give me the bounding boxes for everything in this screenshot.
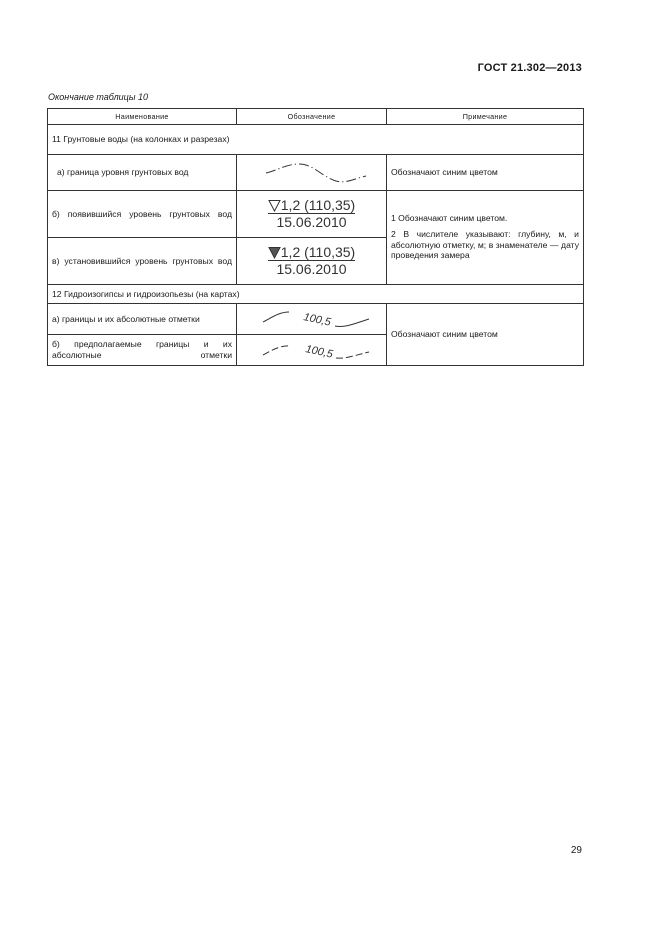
symbol-cell-11b (237, 191, 387, 238)
row-name-12a: а) границы и их абсолютные отметки (48, 304, 237, 335)
row-name-11c: в) установившийся уровень грунтовых вод (48, 238, 237, 285)
note-line-2: 2 В числителе указывают: глубину, м, и абсолютную отметку, м; в знаменателе — дату проведения замера (391, 228, 579, 261)
table-caption: Окончание таблицы 10 (48, 92, 148, 102)
level-fraction (268, 198, 355, 230)
symbol-cell-11a (237, 155, 387, 191)
symbol-cell-11c (237, 238, 387, 285)
row-name-11a: а) граница уровня грунтовых вод (48, 155, 237, 191)
row-name-12b: б) предполагаемые границы и их абсолютные отметки (48, 335, 237, 366)
level-numerator: 1,2 (110,35) (280, 196, 356, 213)
hollow-triangle-icon (268, 199, 281, 212)
dashed-wavy-line-icon (241, 156, 391, 190)
document-standard-header: ГОСТ 21.302—2013 (477, 62, 582, 74)
note-line-1: 1 Обозначают синим цветом. (391, 213, 508, 224)
section-title-12: 12 Гидроизогипсы и гидроизопьезы (на картах) (48, 285, 584, 304)
solid-wavy-line-icon (241, 304, 391, 334)
filled-triangle-icon (268, 246, 281, 259)
level-denominator: 15.06.2010 (276, 261, 347, 278)
column-header-name: Наименование (48, 109, 237, 125)
row-note-11a: Обозначают синим цветом (387, 155, 584, 191)
isoline-label: 100,5 (302, 311, 332, 329)
section-title-11: 11 Грунтовые воды (на колонках и разрезах) (48, 125, 584, 155)
row-name-11b: б) появившийся уровень грунтовых вод (48, 191, 237, 238)
column-header-symbol: Обозначение (237, 109, 387, 125)
table-header-row (48, 109, 584, 125)
row-note-11bc (387, 191, 584, 285)
level-numerator: 1,2 (110,35) (280, 243, 356, 260)
dashed-wavy-line-icon (241, 335, 391, 365)
row-note-12ab: Обозначают синим цветом (387, 304, 584, 366)
table-row (48, 191, 584, 238)
table-row (48, 304, 584, 335)
level-fraction (268, 245, 355, 277)
symbols-table (47, 108, 584, 366)
column-header-note: Примечание (387, 109, 584, 125)
table-row (48, 155, 584, 191)
section-row-12 (48, 285, 584, 304)
symbol-cell-12a (237, 304, 387, 335)
section-row-11 (48, 125, 584, 155)
symbol-cell-12b (237, 335, 387, 366)
page-number: 29 (570, 845, 582, 856)
level-denominator: 15.06.2010 (276, 214, 347, 231)
isoline-label: 100,5 (304, 343, 334, 361)
